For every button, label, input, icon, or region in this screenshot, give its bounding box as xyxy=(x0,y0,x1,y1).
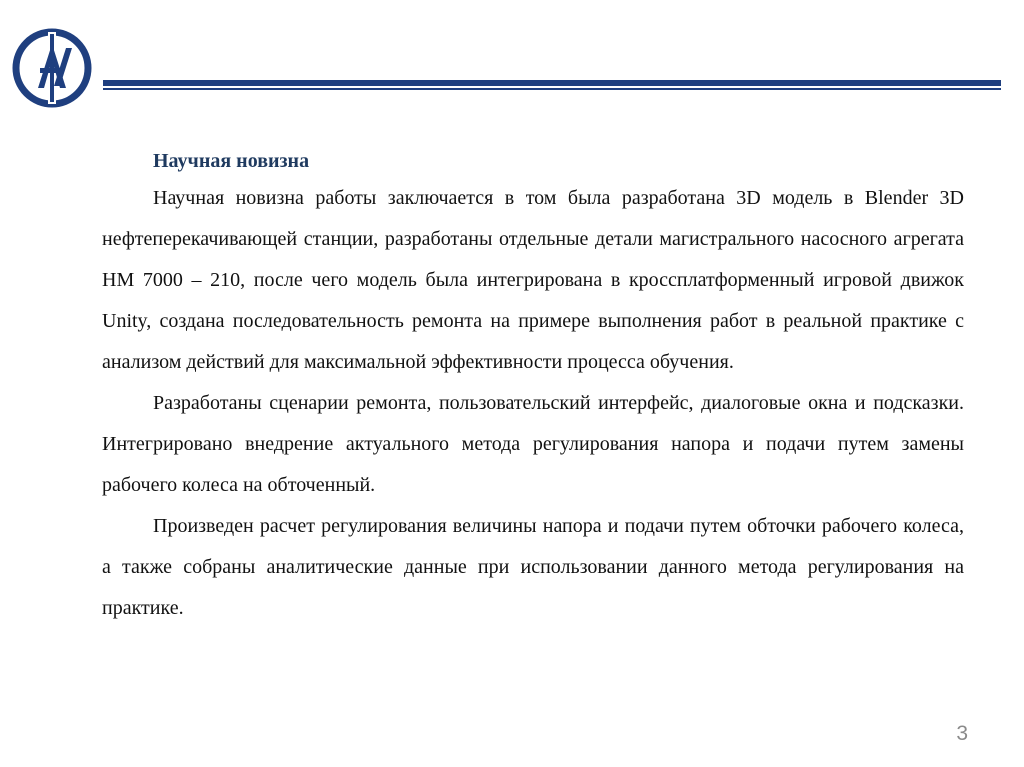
logo-emblem-icon xyxy=(10,26,94,110)
paragraph-2: Разработаны сценарии ремонта, пользовательский интерфейс, диалоговые окна и подсказки. Интегрировано внедрение актуального метода регулирования напора и подачи путем замены рабочего колеса на обточенный. xyxy=(102,392,964,496)
paragraph-1: Научная новизна работы заключается в том была разработана 3D модель в Blender 3D нефтеперекачивающей станции, разработаны отдельные детали магистрального насосного агрегата НМ 7000 – 210, после чего модель была интегрирована в кроссплатформенный игровой движок Unity, создана последовательность ремонта на примере выполнения работ в реальной практике с анализом действий для максимальной эффективности процесса обучения. xyxy=(102,187,964,373)
company-logo xyxy=(10,26,94,110)
slide-title: Научная новизна xyxy=(153,150,310,172)
page-number: 3 xyxy=(956,722,968,745)
paragraph-3: Произведен расчет регулирования величины напора и подачи путем обточки рабочего колеса, а также собраны аналитические данные при использовании данного метода регулирования на практике. xyxy=(102,515,964,619)
header-divider xyxy=(103,80,1001,92)
slide-content xyxy=(102,144,964,629)
